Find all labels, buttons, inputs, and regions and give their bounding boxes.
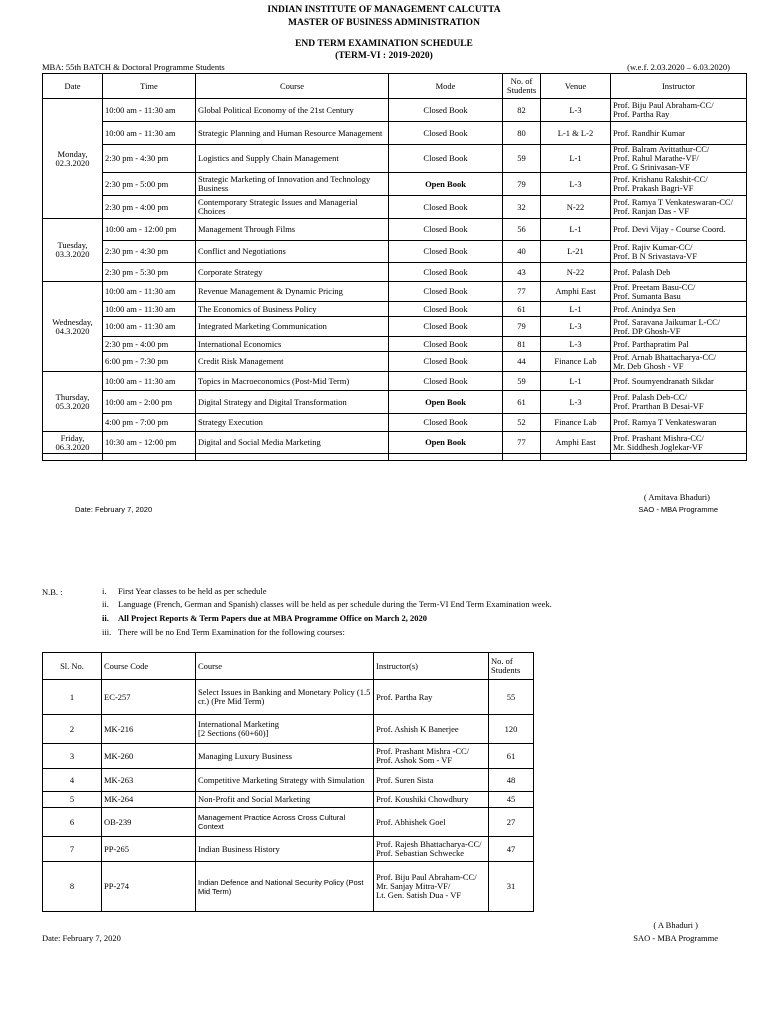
- exam-schedule-table: [42, 73, 747, 461]
- exam-students: 43: [503, 263, 541, 282]
- course-name: International Marketing [2 Sections (60+60)]: [196, 715, 374, 744]
- sl-no: 5: [43, 792, 102, 808]
- exam-students: 59: [503, 372, 541, 391]
- exam-course: Management Through Films: [196, 219, 389, 241]
- exam-mode: Closed Book: [389, 122, 503, 145]
- blank-cell: [43, 454, 103, 461]
- course-students: 45: [489, 792, 534, 808]
- batch-label: MBA: 55th BATCH & Doctoral Programme Students: [42, 62, 225, 72]
- note-text: Language (French, German and Spanish) classes will be held as per schedule during the Term-VI End Term Examination week.: [118, 599, 552, 609]
- header-instructor: Instructor: [611, 74, 747, 99]
- exam-venue: L-1: [541, 219, 611, 241]
- signatory-office-2: SAO - MBA Programme: [633, 933, 718, 943]
- sl-no: 7: [43, 837, 102, 862]
- exam-course: Revenue Management & Dynamic Pricing: [196, 282, 389, 302]
- course-code: MK-260: [102, 744, 196, 769]
- course-name: Non-Profit and Social Marketing: [196, 792, 374, 808]
- table-row: [43, 263, 747, 282]
- exam-students: 61: [503, 302, 541, 317]
- exam-venue: Amphi East: [541, 432, 611, 454]
- table-row: [43, 282, 747, 302]
- table-row: [43, 337, 747, 352]
- exam-date: Thursday, 05.3.2020: [43, 372, 103, 432]
- table-row: [43, 219, 747, 241]
- exam-instructor: Prof. Anindya Sen: [611, 302, 747, 317]
- exam-time: 6:00 pm - 7:30 pm: [103, 352, 196, 372]
- header-course-code: Course Code: [102, 653, 196, 680]
- header-venue: Venue: [541, 74, 611, 99]
- exam-instructor: Prof. Parthapratim Pal: [611, 337, 747, 352]
- exam-students: 52: [503, 414, 541, 432]
- exam-mode: Closed Book: [389, 219, 503, 241]
- course-instructor: Prof. Rajesh Bhattacharya-CC/ Prof. Sebastian Schwecke: [374, 837, 489, 862]
- table-row: [43, 352, 747, 372]
- table-row: [43, 372, 747, 391]
- exam-course: International Economics: [196, 337, 389, 352]
- sl-no: 1: [43, 680, 102, 715]
- header-mode: Mode: [389, 74, 503, 99]
- exam-date: Wednesday, 04.3.2020: [43, 282, 103, 372]
- exam-students: 79: [503, 317, 541, 337]
- sl-no: 3: [43, 744, 102, 769]
- exam-time: 10:00 am - 11:30 am: [103, 302, 196, 317]
- table-row: [43, 173, 747, 196]
- header-students: No. of Students: [489, 653, 534, 680]
- exam-mode: Closed Book: [389, 302, 503, 317]
- sl-no: 2: [43, 715, 102, 744]
- exam-mode: Closed Book: [389, 337, 503, 352]
- note-item: [102, 613, 427, 623]
- exam-time: 2:30 pm - 4:00 pm: [103, 337, 196, 352]
- header-instructors: Instructor(s): [374, 653, 489, 680]
- exam-instructor: Prof. Balram Avittathur-CC/ Prof. Rahul Marathe-VF/ Prof. G Srinivasan-VF: [611, 145, 747, 173]
- course-instructor: Prof. Biju Paul Abraham-CC/ Mr. Sanjay Mitra-VF/ Lt. Gen. Satish Dua - VF: [374, 862, 489, 912]
- exam-venue: L-1: [541, 145, 611, 173]
- exam-course: Strategic Marketing of Innovation and Technology Business: [196, 173, 389, 196]
- course-code: PP-265: [102, 837, 196, 862]
- exam-venue: Finance Lab: [541, 352, 611, 372]
- course-instructor: Prof. Prashant Mishra -CC/ Prof. Ashok Som - VF: [374, 744, 489, 769]
- blank-cell: [611, 454, 747, 461]
- exam-mode: Closed Book: [389, 196, 503, 219]
- exam-students: 77: [503, 282, 541, 302]
- exam-mode: Open Book: [389, 432, 503, 454]
- exam-instructor: Prof. Randhir Kumar: [611, 122, 747, 145]
- exam-time: 10:00 am - 2:00 pm: [103, 391, 196, 414]
- exam-time: 2:30 pm - 4:30 pm: [103, 145, 196, 173]
- exam-time: 10:00 am - 11:30 am: [103, 282, 196, 302]
- exam-instructor: Prof. Krishanu Rakshit-CC/ Prof. Prakash Bagri-VF: [611, 173, 747, 196]
- exam-instructor: Prof. Ramya T Venkateswaran: [611, 414, 747, 432]
- exam-mode: Closed Book: [389, 263, 503, 282]
- course-name: Indian Business History: [196, 837, 374, 862]
- term-label: (TERM-VI : 2019-2020): [335, 51, 433, 61]
- header-students: No. of Students: [503, 74, 541, 99]
- exam-venue: L-1: [541, 372, 611, 391]
- exam-venue: N-22: [541, 263, 611, 282]
- exam-time: 2:30 pm - 4:00 pm: [103, 196, 196, 219]
- exam-course: Strategic Planning and Human Resource Management: [196, 122, 389, 145]
- table-row: [43, 432, 747, 454]
- nb-label: N.B. :: [42, 587, 63, 597]
- exam-mode: Closed Book: [389, 282, 503, 302]
- sl-no: 8: [43, 862, 102, 912]
- exam-instructor: Prof. Palash Deb: [611, 263, 747, 282]
- table-row: [43, 808, 534, 837]
- exam-instructor: Prof. Biju Paul Abraham-CC/ Prof. Partha Ray: [611, 99, 747, 122]
- exam-venue: L-3: [541, 173, 611, 196]
- exam-students: 80: [503, 122, 541, 145]
- exam-venue: N-22: [541, 196, 611, 219]
- course-code: PP-274: [102, 862, 196, 912]
- exam-instructor: Prof. Rajiv Kumar-CC/ Prof. B N Srivastava-VF: [611, 241, 747, 263]
- exam-course: Corporate Strategy: [196, 263, 389, 282]
- exam-course: Strategy Execution: [196, 414, 389, 432]
- exam-instructor: Prof. Soumyendranath Sikdar: [611, 372, 747, 391]
- course-instructor: Prof. Koushiki Chowdhury: [374, 792, 489, 808]
- exam-students: 82: [503, 99, 541, 122]
- course-students: 31: [489, 862, 534, 912]
- course-code: MK-216: [102, 715, 196, 744]
- note-item: [102, 599, 552, 609]
- course-name: Select Issues in Banking and Monetary Policy (1.5 cr.) (Pre Mid Term): [196, 680, 374, 715]
- exam-course: Digital and Social Media Marketing: [196, 432, 389, 454]
- signatory-office: SAO - MBA Programme: [638, 505, 718, 514]
- header-date: Date: [43, 74, 103, 99]
- table-row: [43, 196, 747, 219]
- exam-date: Monday, 02.3.2020: [43, 99, 103, 219]
- exam-instructor: Prof. Preetam Basu-CC/ Prof. Sumanta Basu: [611, 282, 747, 302]
- exam-instructor: Prof. Palash Deb-CC/ Prof. Prarthan B Desai-VF: [611, 391, 747, 414]
- issue-date: Date: February 7, 2020: [75, 505, 153, 514]
- exam-course: Topics in Macroeconomics (Post-Mid Term): [196, 372, 389, 391]
- exam-course: Global Political Economy of the 21st Century: [196, 99, 389, 122]
- exam-time: 4:00 pm - 7:00 pm: [103, 414, 196, 432]
- institute-name: INDIAN INSTITUTE OF MANAGEMENT CALCUTTA: [267, 5, 501, 15]
- note-text: First Year classes to be held as per schedule: [118, 586, 267, 596]
- header-sl-no: Sl. No.: [43, 653, 102, 680]
- note-number: iii.: [102, 627, 112, 637]
- table-row: [43, 145, 747, 173]
- course-code: EC-257: [102, 680, 196, 715]
- exam-mode: Closed Book: [389, 99, 503, 122]
- no-exam-courses-table: [42, 652, 534, 912]
- exam-time: 10:00 am - 11:30 am: [103, 122, 196, 145]
- effective-dates: (w.e.f. 2.03.2020 – 6.03.2020): [627, 62, 730, 72]
- exam-instructor: Prof. Prashant Mishra-CC/ Mr. Siddhesh Joglekar-VF: [611, 432, 747, 454]
- course-code: MK-263: [102, 769, 196, 792]
- exam-course: Digital Strategy and Digital Transformation: [196, 391, 389, 414]
- table-row: [43, 744, 534, 769]
- exam-date: Tuesday, 03.3.2020: [43, 219, 103, 282]
- exam-mode: Closed Book: [389, 241, 503, 263]
- course-code: OB-239: [102, 808, 196, 837]
- course-name: Managing Luxury Business: [196, 744, 374, 769]
- blank-cell: [103, 454, 196, 461]
- note-number: ii.: [102, 599, 109, 609]
- table-row: [43, 302, 747, 317]
- note-number: i.: [102, 586, 107, 596]
- course-instructor: Prof. Partha Ray: [374, 680, 489, 715]
- exam-venue: L-1: [541, 302, 611, 317]
- exam-venue: Finance Lab: [541, 414, 611, 432]
- exam-course: The Economics of Business Policy: [196, 302, 389, 317]
- exam-students: 79: [503, 173, 541, 196]
- table-row: [43, 680, 534, 715]
- exam-time: 10:30 am - 12:00 pm: [103, 432, 196, 454]
- course-name: Competitive Marketing Strategy with Simulation: [196, 769, 374, 792]
- exam-students: 44: [503, 352, 541, 372]
- note-item: [102, 586, 266, 596]
- blank-cell: [389, 454, 503, 461]
- exam-time: 10:00 am - 11:30 am: [103, 317, 196, 337]
- course-students: 27: [489, 808, 534, 837]
- exam-instructor: Prof. Devi Vijay - Course Coord.: [611, 219, 747, 241]
- issue-date-2: Date: February 7, 2020: [42, 933, 121, 943]
- exam-students: 32: [503, 196, 541, 219]
- note-item: [102, 627, 345, 637]
- course-students: 120: [489, 715, 534, 744]
- table-row: [43, 122, 747, 145]
- exam-mode: Open Book: [389, 391, 503, 414]
- exam-mode: Closed Book: [389, 145, 503, 173]
- exam-mode: Open Book: [389, 173, 503, 196]
- exam-course: Conflict and Negotiations: [196, 241, 389, 263]
- course-name: Management Practice Across Cross Cultural Context: [196, 808, 374, 837]
- schedule-title: END TERM EXAMINATION SCHEDULE: [295, 39, 473, 49]
- table-row: [43, 769, 534, 792]
- table-row: [43, 792, 534, 808]
- header-time: Time: [103, 74, 196, 99]
- course-students: 47: [489, 837, 534, 862]
- exam-instructor: Prof. Arnab Bhattacharya-CC/ Mr. Deb Ghosh - VF: [611, 352, 747, 372]
- exam-course: Logistics and Supply Chain Management: [196, 145, 389, 173]
- course-name: Indian Defence and National Security Policy (Post Mid Term): [196, 862, 374, 912]
- course-instructor: Prof. Abhishek Goel: [374, 808, 489, 837]
- signatory-name-2: ( A Bhaduri ): [653, 920, 698, 930]
- exam-venue: L-21: [541, 241, 611, 263]
- course-students: 48: [489, 769, 534, 792]
- table-row: [43, 317, 747, 337]
- exam-instructor: Prof. Ramya T Venkateswaran-CC/ Prof. Ranjan Das - VF: [611, 196, 747, 219]
- blank-cell: [541, 454, 611, 461]
- exam-venue: L-3: [541, 337, 611, 352]
- schedule-header-row: [43, 74, 747, 99]
- sl-no: 6: [43, 808, 102, 837]
- exam-mode: Closed Book: [389, 317, 503, 337]
- exam-time: 2:30 pm - 4:30 pm: [103, 241, 196, 263]
- table-row: [43, 862, 534, 912]
- exam-time: 2:30 pm - 5:00 pm: [103, 173, 196, 196]
- table-row: [43, 715, 534, 744]
- table-row: [43, 837, 534, 862]
- blank-row: [43, 454, 747, 461]
- exam-venue: L-3: [541, 391, 611, 414]
- header-course: Course: [196, 74, 389, 99]
- exam-course: Contemporary Strategic Issues and Managerial Choices: [196, 196, 389, 219]
- table-row: [43, 391, 747, 414]
- note-text: There will be no End Term Examination for the following courses:: [118, 627, 345, 637]
- exam-venue: L-3: [541, 317, 611, 337]
- table-row: [43, 241, 747, 263]
- exam-course: Credit Risk Management: [196, 352, 389, 372]
- exam-time: 2:30 pm - 5:30 pm: [103, 263, 196, 282]
- exam-mode: Closed Book: [389, 352, 503, 372]
- exam-course: Integrated Marketing Communication: [196, 317, 389, 337]
- exam-students: 40: [503, 241, 541, 263]
- noexam-header-row: [43, 653, 534, 680]
- exam-students: 77: [503, 432, 541, 454]
- blank-cell: [503, 454, 541, 461]
- exam-time: 10:00 am - 11:30 am: [103, 372, 196, 391]
- exam-time: 10:00 am - 11:30 am: [103, 99, 196, 122]
- header-course: Course: [196, 653, 374, 680]
- course-students: 55: [489, 680, 534, 715]
- blank-cell: [196, 454, 389, 461]
- exam-time: 10:00 am - 12:00 pm: [103, 219, 196, 241]
- note-text: All Project Reports & Term Papers due at MBA Programme Office on March 2, 2020: [118, 613, 428, 623]
- note-number: ii.: [102, 613, 109, 623]
- course-students: 61: [489, 744, 534, 769]
- exam-venue: L-3: [541, 99, 611, 122]
- exam-venue: L-1 & L-2: [541, 122, 611, 145]
- table-row: [43, 99, 747, 122]
- programme-name: MASTER OF BUSINESS ADMINISTRATION: [288, 18, 480, 28]
- exam-students: 61: [503, 391, 541, 414]
- exam-date: Friday, 06.3.2020: [43, 432, 103, 454]
- exam-students: 81: [503, 337, 541, 352]
- course-instructor: Prof. Suren Sista: [374, 769, 489, 792]
- exam-students: 59: [503, 145, 541, 173]
- exam-mode: Closed Book: [389, 414, 503, 432]
- course-code: MK-264: [102, 792, 196, 808]
- course-instructor: Prof. Ashish K Banerjee: [374, 715, 489, 744]
- signatory-name: ( Amitava Bhaduri): [643, 492, 710, 502]
- table-row: [43, 414, 747, 432]
- exam-students: 56: [503, 219, 541, 241]
- sl-no: 4: [43, 769, 102, 792]
- exam-venue: Amphi East: [541, 282, 611, 302]
- exam-mode: Closed Book: [389, 372, 503, 391]
- exam-instructor: Prof. Saravana Jaikumar L-CC/ Prof. DP Ghosh-VF: [611, 317, 747, 337]
